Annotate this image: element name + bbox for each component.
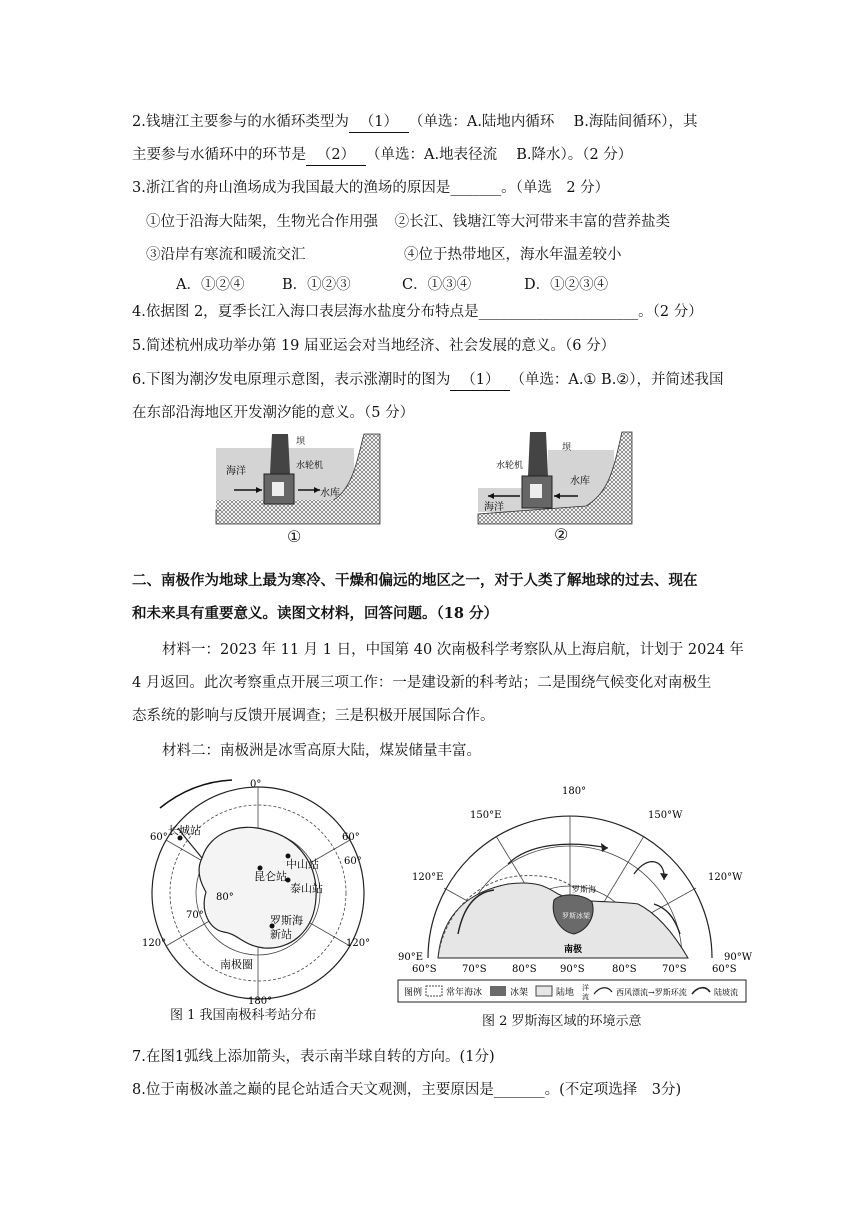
fig1-kunlun-station: 昆仑站 — [254, 870, 287, 883]
q3-option-row2 — [146, 245, 622, 265]
fig2-legend-drift: 西风漂流→罗斯环流 — [616, 988, 687, 997]
question-6-line2: 在东部沿海地区开发潮汐能的意义。（5 分） — [132, 405, 415, 421]
fig2-lat-tick: 70°S — [662, 964, 687, 975]
question-2-options: （单选：A.陆地内循环 B.海陆间循环），其 — [408, 114, 698, 130]
tidal-diagram-2 — [478, 432, 632, 524]
question-2-options-2: （单选：A.地表径流 B.降水）。（2 分） — [366, 147, 633, 163]
figure-1-antarctica-map — [140, 772, 380, 1007]
q3-option-3: ③沿岸有寒流和暖流交汇 — [146, 247, 306, 263]
fig2-lat-tick: 80°S — [512, 964, 537, 975]
fig2-lon-120e: 120°E — [412, 872, 444, 883]
tidal1-reservoir-label: 水库 — [320, 488, 340, 499]
tidal1-sea-label: 海洋 — [226, 466, 246, 477]
fig1-lon-180: 180° — [248, 996, 273, 1007]
tidal2-turbine-label: 水轮机 — [496, 461, 524, 471]
q3-choice-d[interactable]: D．①②③④ — [524, 277, 609, 293]
question-2-line1 — [132, 112, 698, 133]
question-8: 8.位于南极冰盖之巅的昆仑站适合天文观测，主要原因是_______。(不定项选择 3分) — [132, 1082, 682, 1098]
tidal1-turbine-label: 水轮机 — [296, 461, 324, 471]
fig2-ross-shelf: 罗斯冰架 — [562, 912, 590, 920]
fig2-lon-150e: 150°E — [470, 810, 502, 821]
q3-option-4: ④位于热带地区，海水年温差较小 — [404, 247, 622, 263]
tidal1-number: ① — [287, 527, 302, 546]
fig2-lon-150w: 150°W — [648, 810, 683, 821]
fig2-lon-120w: 120°W — [708, 872, 743, 883]
tidal2-reservoir-label: 水库 — [570, 476, 590, 487]
fig1-lon-120-right: 120° — [346, 938, 371, 949]
fig1-lat-70: 70° — [186, 910, 204, 921]
question-6-options: （单选：A.① B.②），并简述我国 — [510, 372, 724, 388]
question-6-line1 — [132, 370, 724, 391]
q3-choice-c[interactable]: C．①③④ — [402, 277, 472, 293]
tidal2-sea-label: 海洋 — [484, 502, 504, 513]
question-2-line2 — [132, 145, 632, 166]
fig2-legend-shelf: 冰架 — [510, 988, 529, 998]
question-7: 7.在图1弧线上添加箭头，表示南半球自转的方向。(1分) — [132, 1049, 495, 1065]
question-3: 3.浙江省的舟山渔场成为我国最大的渔场的原因是_______。（单选 2 分） — [132, 180, 610, 196]
fig1-changcheng-station: 长城站 — [168, 824, 201, 837]
fig1-lat-60-right: 60° — [344, 856, 362, 867]
fig2-lat-tick: 60°S — [412, 964, 437, 975]
fig2-lon-90w: 90°W — [724, 952, 753, 963]
fig2-lat-ticks — [412, 964, 737, 975]
material-1-line2: 4 月返回。此次考察重点开展三项工作：一是建设新的科考站；二是围绕气候变化对南极生 — [132, 675, 712, 691]
section-2-heading-1: 二、南极作为地球上最为寒冷、干燥和偏远的地区之一，对于人类了解地球的过去、现在 — [132, 572, 698, 589]
tidal2-number: ② — [554, 525, 569, 544]
figure-2-caption: 图 2 罗斯海区域的环境示意 — [482, 1014, 642, 1029]
figure-2-ross-sea-map — [398, 784, 753, 1006]
fig2-legend-land: 陆地 — [556, 988, 575, 998]
fig2-lon-180: 180° — [562, 786, 587, 797]
answer-blank-q2-1[interactable]: （1） — [349, 112, 409, 133]
fig1-lon-60-left: 60° — [150, 832, 168, 843]
q3-choice-b[interactable]: B．①②③ — [282, 277, 351, 293]
fig2-south-pole: 南极 — [564, 945, 583, 955]
fig1-zhongshan-station: 中山站 — [286, 858, 319, 871]
figure-1-caption: 图 1 我国南极科考站分布 — [170, 1008, 317, 1023]
fig1-lon-0: 0° — [250, 779, 262, 790]
q3-option-1: ①位于沿海大陆架，生物光合作用强 — [146, 214, 378, 230]
question-2-text: 2.钱塘江主要参与的水循环类型为 — [132, 114, 349, 130]
fig2-lat-tick: 80°S — [612, 964, 637, 975]
question-6-text: 6.下图为潮汐发电原理示意图，表示涨潮时的图为 — [132, 372, 451, 388]
tidal2-dam-label: 坝 — [562, 443, 572, 453]
question-2-text-2: 主要参与水循环中的环节是 — [132, 147, 306, 163]
fig2-lat-tick: 60°S — [712, 964, 737, 975]
fig2-ross-sea: 罗斯海 — [572, 885, 596, 894]
fig2-legend-title: 图例 — [404, 988, 423, 998]
question-5: 5.简述杭州成功举办第 19 届亚运会对当地经济、社会发展的意义。（6 分） — [132, 338, 616, 354]
fig1-rosssea-station-a: 罗斯海 — [270, 914, 303, 927]
tidal-diagram-1 — [216, 434, 380, 524]
material-2: 材料二：南极洲是冰雪高原大陆，煤炭储量丰富。 — [162, 743, 481, 759]
fig1-lat-80: 80° — [216, 892, 234, 903]
fig2-lat-tick: 90°S — [560, 964, 585, 975]
q3-choices — [176, 275, 636, 295]
material-1-line1: 材料一：2023 年 11 月 1 日，中国第 40 次南极科学考察队从上海启航，计划于 2024 年 — [162, 642, 744, 658]
fig2-lon-90e: 90°E — [398, 952, 424, 963]
material-1-line3: 态系统的影响与反馈开展调查；三是积极开展国际合作。 — [132, 708, 495, 724]
fig1-rosssea-station-b: 新站 — [270, 928, 292, 941]
fig1-lon-120-left: 120° — [142, 938, 167, 949]
q3-option-2: ②长江、钱塘江等大河带来丰富的营养盐类 — [394, 214, 671, 230]
fig2-legend-ocean-b: 流 — [582, 993, 589, 1001]
tidal1-dam-label: 坝 — [296, 437, 306, 447]
fig2-lat-tick: 70°S — [462, 964, 487, 975]
fig1-taishan-station: 泰山站 — [290, 882, 323, 895]
fig2-legend-seaice: 常年海冰 — [446, 988, 483, 998]
q3-option-row1 — [146, 212, 670, 232]
fig1-lon-60-right: 60° — [342, 832, 360, 843]
answer-blank-q2-2[interactable]: （2） — [306, 145, 366, 166]
answer-blank-q6[interactable]: （1） — [450, 370, 510, 391]
q3-choice-a[interactable]: A．①②④ — [176, 277, 245, 293]
section-2-heading-2: 和未来具有重要意义。读图文材料，回答问题。（18 分） — [132, 605, 498, 622]
question-4: 4.依据图 2，夏季长江入海口表层海水盐度分布特点是______________________。（2 分） — [132, 304, 703, 320]
fig1-antarctic-circle: 南极圈 — [220, 958, 253, 971]
fig2-legend-slope: 陆坡流 — [714, 988, 738, 997]
fig2-legend-ocean-a: 洋 — [582, 984, 589, 992]
